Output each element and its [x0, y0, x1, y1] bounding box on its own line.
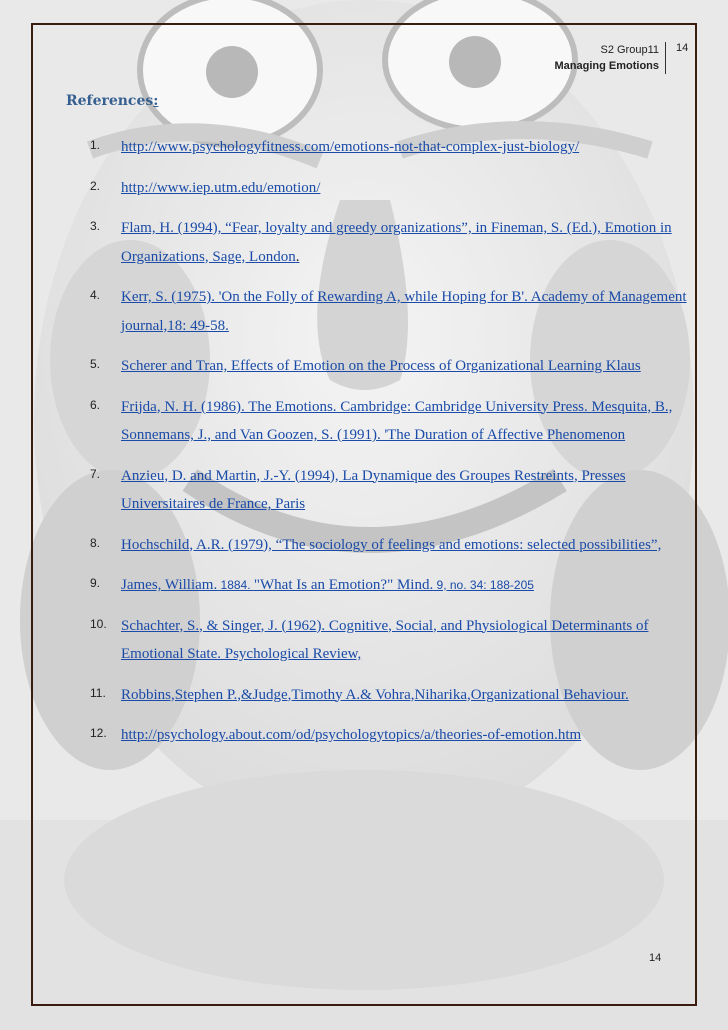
header-group-label: S2 Group11: [600, 44, 659, 56]
reference-item: [90, 612, 690, 669]
references-heading-text: References: [66, 93, 154, 109]
reference-number: 6.: [90, 397, 101, 412]
reference-number: 12.: [90, 726, 107, 740]
reference-link[interactable]: http://psychology.about.com/od/psychologytopics/a/theories-of-emotion.htm: [121, 727, 582, 743]
reference-item: [90, 352, 690, 381]
reference-item: [90, 681, 690, 710]
reference-item: [90, 283, 690, 340]
reference-author: James, William.: [121, 577, 218, 593]
reference-number: 10.: [90, 616, 107, 631]
reference-item: [90, 214, 690, 271]
reference-link[interactable]: [121, 220, 672, 265]
reference-link[interactable]: http://www.iep.utm.edu/emotion/: [121, 179, 321, 196]
reference-text: Flam, H. (1994), “Fear, loyalty and greedy organizations”, in Fineman, S. (Ed.), Emotion in Organizations, Sage, London: [121, 220, 672, 265]
reference-item: [90, 462, 690, 519]
reference-link[interactable]: Anzieu, D. and Martin, J.-Y. (1994), La Dynamique des Groupes Restreints, Presses Universitaires de France, Paris: [121, 467, 626, 512]
reference-number: 9.: [90, 576, 101, 590]
reference-link[interactable]: Robbins,Stephen P.,&Judge,Timothy A.& Vohra,Niharika,Organizational Behaviour.: [121, 686, 629, 703]
running-header: [555, 42, 667, 74]
reference-number: 5.: [90, 357, 101, 371]
reference-item: [90, 571, 690, 600]
reference-number: 4.: [90, 288, 101, 302]
references-list: [90, 133, 690, 762]
reference-item: [90, 174, 690, 203]
reference-tail: .: [295, 248, 300, 265]
reference-number: 1.: [90, 138, 101, 152]
reference-volume: 9, no. 34: 188-205: [433, 578, 534, 592]
reference-link[interactable]: Hochschild, A.R. (1979), “The sociology of feelings and emotions: selected possibilities”,: [121, 536, 662, 553]
reference-title: "What Is an Emotion?" Mind.: [253, 577, 434, 593]
reference-link[interactable]: [121, 577, 534, 593]
reference-number: 3.: [90, 219, 101, 233]
reference-link[interactable]: Frijda, N. H. (1986). The Emotions. Cambridge: Cambridge University Press. Mesquita, B., Sonnemans, J., and Van Goozen, S. (1991). 'The Duration of Affective Phenomenon: [121, 398, 673, 443]
references-heading-colon: :: [153, 93, 159, 109]
reference-number: 7.: [90, 466, 101, 481]
reference-link[interactable]: Kerr, S. (1975). 'On the Folly of Rewarding A, while Hoping for B'. Academy of Management journal,18: 49-58.: [121, 289, 687, 334]
header-page-number: 14: [676, 42, 689, 54]
footer-page-number: 14: [649, 952, 662, 964]
reference-number: 11.: [90, 685, 106, 700]
reference-number: 2.: [90, 178, 101, 193]
reference-link[interactable]: Scherer and Tran, Effects of Emotion on the Process of Organizational Learning Klaus: [121, 358, 641, 374]
reference-item: [90, 393, 690, 450]
reference-link[interactable]: http://www.psychologyfitness.com/emotions-not-that-complex-just-biology/: [121, 139, 580, 155]
reference-item: [90, 721, 690, 750]
reference-link[interactable]: Schachter, S., & Singer, J. (1962). Cognitive, Social, and Physiological Determinants of Emotional State. Psychological Review,: [121, 617, 649, 662]
reference-number: 8.: [90, 535, 101, 550]
references-heading: [66, 93, 158, 109]
reference-item: [90, 531, 690, 560]
reference-year: 1884.: [217, 578, 254, 592]
reference-item: [90, 133, 690, 162]
header-document-title: Managing Emotions: [554, 60, 659, 72]
